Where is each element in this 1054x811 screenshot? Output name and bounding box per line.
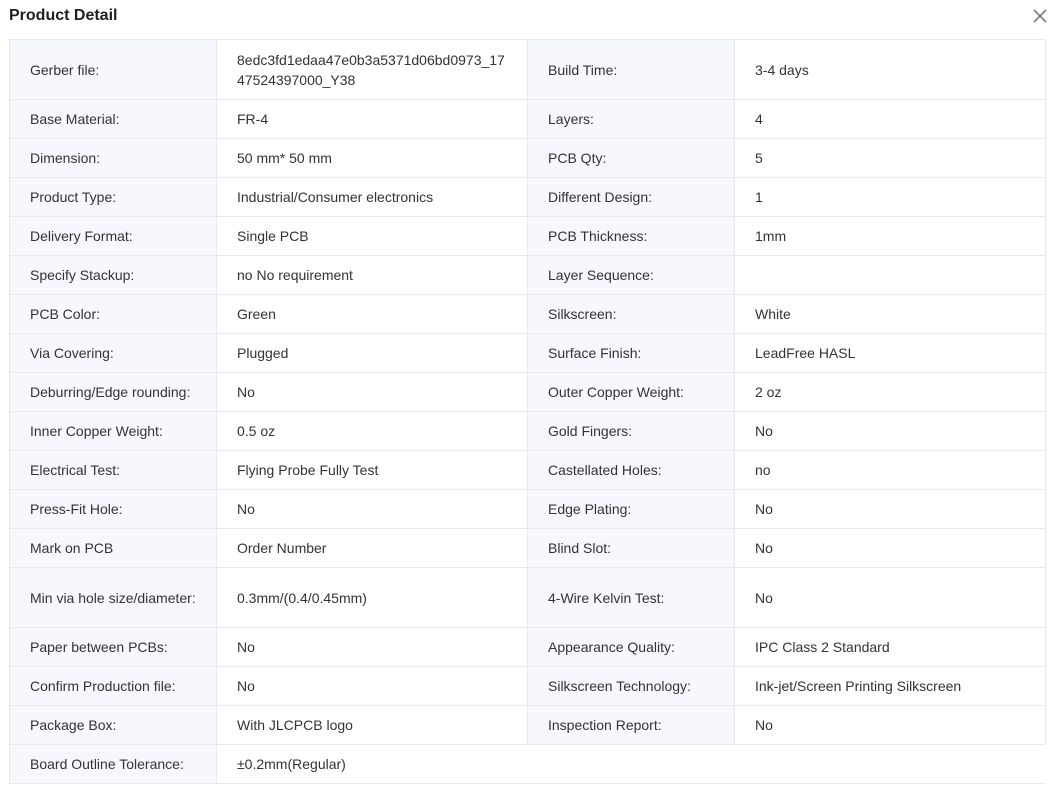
value-dimension: 50 mm* 50 mm xyxy=(217,139,528,178)
label-press-fit-hole: Press-Fit Hole: xyxy=(10,490,217,529)
label-delivery-format: Delivery Format: xyxy=(10,217,217,256)
label-product-type: Product Type: xyxy=(10,178,217,217)
label-build-time: Build Time: xyxy=(528,40,735,100)
table-row xyxy=(10,490,1046,529)
value-paper-between-pcbs: No xyxy=(217,628,528,667)
value-board-outline-tolerance: ±0.2mm(Regular) xyxy=(217,745,1046,784)
value-outer-copper-weight: 2 oz xyxy=(735,373,1046,412)
table-row xyxy=(10,334,1046,373)
label-pcb-color: PCB Color: xyxy=(10,295,217,334)
value-build-time: 3-4 days xyxy=(735,40,1046,100)
value-specify-stackup: no No requirement xyxy=(217,256,528,295)
value-inner-copper-weight: 0.5 oz xyxy=(217,412,528,451)
label-silkscreen: Silkscreen: xyxy=(528,295,735,334)
value-silkscreen-technology: Ink-jet/Screen Printing Silkscreen xyxy=(735,667,1046,706)
label-gerber-file: Gerber file: xyxy=(10,40,217,100)
label-inspection-report: Inspection Report: xyxy=(528,706,735,745)
label-outer-copper-weight: Outer Copper Weight: xyxy=(528,373,735,412)
table-row xyxy=(10,139,1046,178)
table-row xyxy=(10,628,1046,667)
label-layer-sequence: Layer Sequence: xyxy=(528,256,735,295)
value-castellated-holes: no xyxy=(735,451,1046,490)
label-castellated-holes: Castellated Holes: xyxy=(528,451,735,490)
value-deburring: No xyxy=(217,373,528,412)
table-row xyxy=(10,373,1046,412)
table-row xyxy=(10,745,1046,784)
value-via-covering: Plugged xyxy=(217,334,528,373)
label-pcb-thickness: PCB Thickness: xyxy=(528,217,735,256)
label-paper-between-pcbs: Paper between PCBs: xyxy=(10,628,217,667)
label-surface-finish: Surface Finish: xyxy=(528,334,735,373)
label-via-covering: Via Covering: xyxy=(10,334,217,373)
label-blind-slot: Blind Slot: xyxy=(528,529,735,568)
value-gerber-file: 8edc3fd1edaa47e0b3a5371d06bd0973_1747524397000_Y38 xyxy=(217,40,528,100)
product-detail-table xyxy=(9,39,1045,784)
value-delivery-format: Single PCB xyxy=(217,217,528,256)
value-min-via-hole: 0.3mm/(0.4/0.45mm) xyxy=(217,568,528,628)
value-mark-on-pcb: Order Number xyxy=(217,529,528,568)
close-icon[interactable] xyxy=(1029,5,1051,27)
label-deburring: Deburring/Edge rounding: xyxy=(10,373,217,412)
value-silkscreen: White xyxy=(735,295,1046,334)
value-edge-plating: No xyxy=(735,490,1046,529)
label-board-outline-tolerance: Board Outline Tolerance: xyxy=(10,745,217,784)
value-pcb-qty: 5 xyxy=(735,139,1046,178)
value-press-fit-hole: No xyxy=(217,490,528,529)
table-row xyxy=(10,568,1046,628)
table-row xyxy=(10,178,1046,217)
table-row xyxy=(10,40,1046,100)
value-layers: 4 xyxy=(735,100,1046,139)
label-layers: Layers: xyxy=(528,100,735,139)
table-row xyxy=(10,706,1046,745)
value-gold-fingers: No xyxy=(735,412,1046,451)
value-layer-sequence xyxy=(735,256,1046,295)
table-row xyxy=(10,667,1046,706)
label-edge-plating: Edge Plating: xyxy=(528,490,735,529)
label-inner-copper-weight: Inner Copper Weight: xyxy=(10,412,217,451)
label-specify-stackup: Specify Stackup: xyxy=(10,256,217,295)
label-different-design: Different Design: xyxy=(528,178,735,217)
modal-title: Product Detail xyxy=(9,7,118,24)
value-blind-slot: No xyxy=(735,529,1046,568)
table-row xyxy=(10,529,1046,568)
label-confirm-production-file: Confirm Production file: xyxy=(10,667,217,706)
value-package-box: With JLCPCB logo xyxy=(217,706,528,745)
table-row xyxy=(10,100,1046,139)
label-gold-fingers: Gold Fingers: xyxy=(528,412,735,451)
label-mark-on-pcb: Mark on PCB xyxy=(10,529,217,568)
label-electrical-test: Electrical Test: xyxy=(10,451,217,490)
value-surface-finish: LeadFree HASL xyxy=(735,334,1046,373)
table-row xyxy=(10,412,1046,451)
table-row xyxy=(10,256,1046,295)
label-min-via-hole: Min via hole size/diameter: xyxy=(10,568,217,628)
table-row xyxy=(10,295,1046,334)
value-base-material: FR-4 xyxy=(217,100,528,139)
value-appearance-quality: IPC Class 2 Standard xyxy=(735,628,1046,667)
label-silkscreen-technology: Silkscreen Technology: xyxy=(528,667,735,706)
label-pcb-qty: PCB Qty: xyxy=(528,139,735,178)
value-product-type: Industrial/Consumer electronics xyxy=(217,178,528,217)
value-four-wire-kelvin-test: No xyxy=(735,568,1046,628)
label-appearance-quality: Appearance Quality: xyxy=(528,628,735,667)
label-four-wire-kelvin-test: 4-Wire Kelvin Test: xyxy=(528,568,735,628)
value-inspection-report: No xyxy=(735,706,1046,745)
table-row xyxy=(10,451,1046,490)
value-pcb-color: Green xyxy=(217,295,528,334)
value-electrical-test: Flying Probe Fully Test xyxy=(217,451,528,490)
value-pcb-thickness: 1mm xyxy=(735,217,1046,256)
label-dimension: Dimension: xyxy=(10,139,217,178)
label-base-material: Base Material: xyxy=(10,100,217,139)
table-row xyxy=(10,217,1046,256)
value-confirm-production-file: No xyxy=(217,667,528,706)
label-package-box: Package Box: xyxy=(10,706,217,745)
value-different-design: 1 xyxy=(735,178,1046,217)
